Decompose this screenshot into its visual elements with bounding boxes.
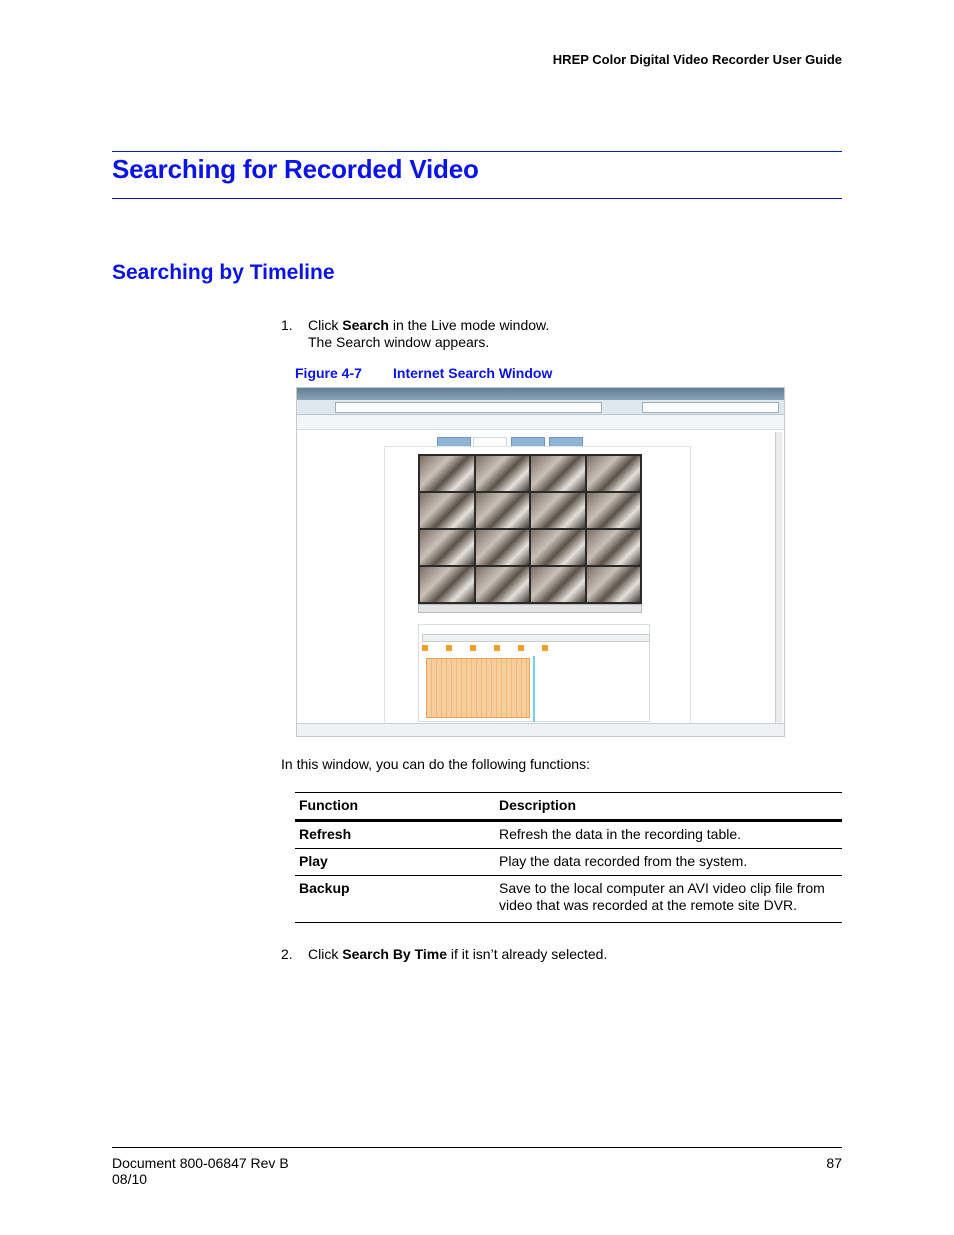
description-cell: Save to the local computer an AVI video clip file from video that was recorded at the remote site DVR. [495, 876, 842, 923]
table-header-row [295, 793, 842, 821]
functions-table [295, 792, 842, 923]
function-cell: Backup [295, 876, 495, 923]
column-header-description: Description [495, 793, 842, 821]
description-cell: Play the data recorded from the system. [495, 849, 842, 876]
title-rule-bottom [112, 198, 842, 199]
table-row [295, 821, 842, 849]
title-rule-top [112, 151, 842, 152]
camera-tile [531, 456, 585, 491]
browser-titlebar [297, 388, 784, 400]
timeline-legend [422, 645, 562, 651]
camera-tile [587, 493, 641, 528]
function-cell: Refresh [295, 821, 495, 849]
function-cell: Play [295, 849, 495, 876]
step-2-number: 2. [281, 946, 293, 962]
running-header: HREP Color Digital Video Recorder User Guide [552, 52, 842, 67]
figure-caption: Internet Search Window [393, 365, 553, 381]
camera-tile [420, 567, 474, 602]
camera-grid [418, 454, 642, 604]
footer-document-info [112, 1155, 289, 1187]
step-2-keyword: Search By Time [342, 946, 448, 962]
camera-tile [420, 493, 474, 528]
playback-controls [418, 604, 642, 613]
camera-tile [476, 493, 530, 528]
camera-tile [531, 567, 585, 602]
camera-tile [476, 530, 530, 565]
favorites-bar [297, 415, 784, 430]
browser-status-bar [297, 723, 784, 736]
search-toolbar [422, 634, 650, 642]
subsection-title: Searching by Timeline [112, 261, 335, 284]
figure-number: Figure 4-7 [295, 365, 362, 381]
camera-tile [420, 530, 474, 565]
table-row [295, 849, 842, 876]
document-number: Document 800-06847 Rev B [112, 1155, 289, 1171]
camera-tile [531, 530, 585, 565]
camera-tile [476, 567, 530, 602]
page-number: 87 [826, 1155, 842, 1171]
step-1-note: The Search window appears. [308, 334, 490, 350]
timeline-cursor [533, 656, 535, 722]
browser-search-field [642, 402, 779, 413]
browser-scrollbar [775, 432, 782, 728]
table-row [295, 876, 842, 923]
section-title: Searching for Recorded Video [112, 154, 479, 184]
camera-tile [531, 493, 585, 528]
description-cell: Refresh the data in the recording table. [495, 821, 842, 849]
camera-tile [587, 567, 641, 602]
step-2-text: Click Search By Time if it isn’t already selected. [308, 946, 608, 962]
camera-tile [420, 456, 474, 491]
camera-tile [587, 456, 641, 491]
browser-address-bar [297, 400, 784, 415]
intro-paragraph: In this window, you can do the following functions: [281, 756, 590, 772]
search-window-screenshot [296, 387, 785, 737]
footer-rule [112, 1147, 842, 1148]
step-1-keyword: Search [342, 317, 389, 333]
step-1-text: Click Search in the Live mode window. [308, 317, 550, 333]
address-field [335, 402, 602, 413]
camera-tile [587, 530, 641, 565]
step-1-number: 1. [281, 317, 293, 333]
document-date: 08/10 [112, 1171, 148, 1187]
recording-timeline [426, 658, 530, 718]
column-header-function: Function [295, 793, 495, 821]
camera-tile [476, 456, 530, 491]
